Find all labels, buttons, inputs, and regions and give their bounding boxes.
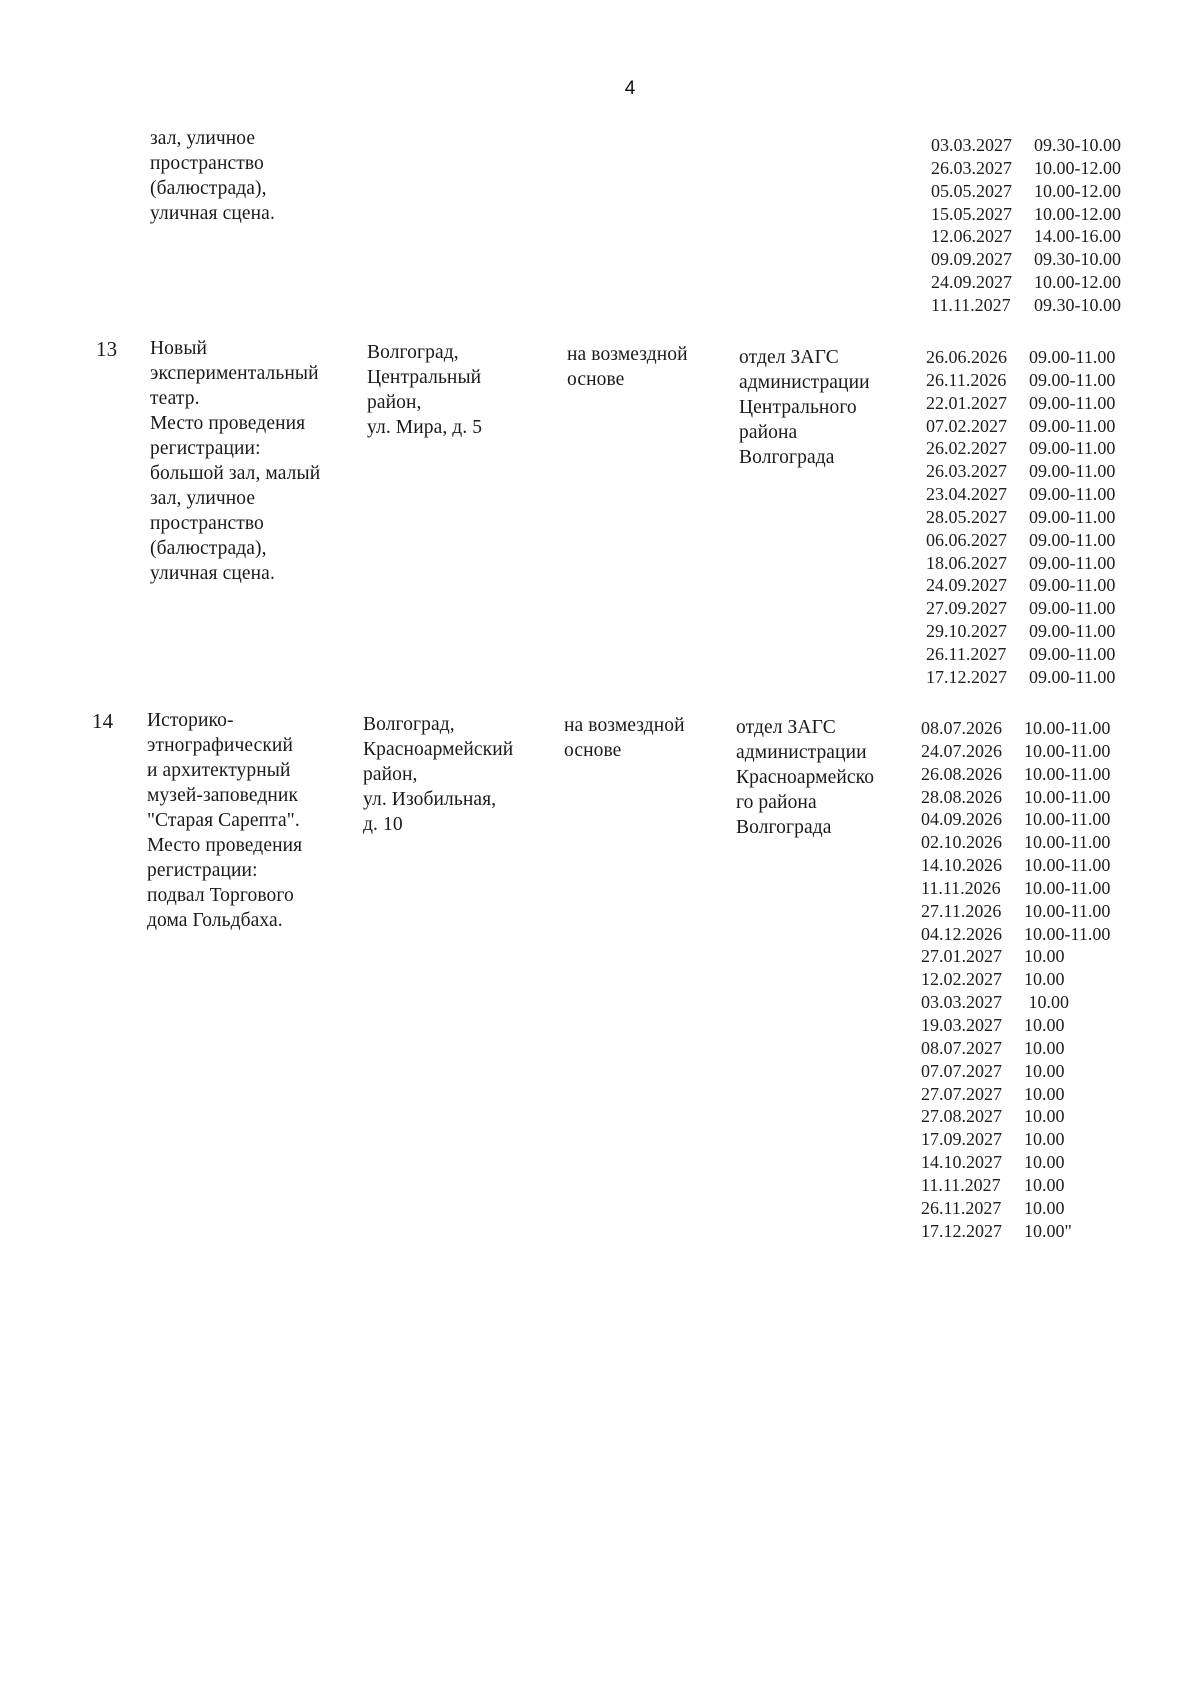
schedule-entry <box>921 1220 1110 1243</box>
schedule-time: 09.00-11.00 <box>1029 529 1116 550</box>
schedule-entry <box>921 717 1110 740</box>
schedule-time: 10.00 <box>1024 1129 1065 1150</box>
schedule-entry <box>921 1197 1110 1220</box>
schedule-date: 17.12.2027 <box>926 666 1007 687</box>
schedule-entry <box>926 620 1115 643</box>
schedule-date: 27.09.2027 <box>926 598 1007 619</box>
registry-office-cell: отдел ЗАГС администрации Красноармейско го района Волгограда <box>736 717 875 838</box>
schedule-date: 27.07.2027 <box>921 1083 1002 1104</box>
schedule-date: 17.12.2027 <box>921 1220 1002 1241</box>
schedule-date: 29.10.2027 <box>926 621 1007 642</box>
schedule-date: 24.09.2027 <box>931 272 1012 293</box>
schedule-entry <box>921 786 1110 809</box>
times-list <box>926 346 1115 689</box>
schedule-date: 14.10.2026 <box>921 855 1002 876</box>
schedule-date: 26.02.2027 <box>926 438 1007 459</box>
schedule-entry <box>931 157 1121 180</box>
schedule-entry <box>926 483 1115 506</box>
schedule-entry <box>921 1105 1110 1128</box>
schedule-date: 08.07.2026 <box>921 718 1002 738</box>
schedule-entry <box>926 597 1115 620</box>
schedule-time: 10.00-12.00 <box>1034 203 1121 224</box>
schedule-entry <box>921 1174 1110 1197</box>
schedule-date: 11.11.2027 <box>921 1174 1001 1195</box>
schedule-entry <box>921 923 1110 946</box>
schedule-date: 04.09.2026 <box>921 809 1002 830</box>
schedule-entry <box>921 854 1110 877</box>
schedule-date: 04.12.2026 <box>921 923 1002 944</box>
schedule-entry <box>921 1060 1110 1083</box>
schedule-time: 10.00-11.00 <box>1024 809 1111 830</box>
schedule-time: 10.00-11.00 <box>1024 786 1111 807</box>
schedule-date: 26.11.2027 <box>921 1197 1002 1218</box>
schedule-date: 09.09.2027 <box>931 249 1012 270</box>
schedule-time: 09.00-11.00 <box>1029 438 1116 459</box>
schedule-time: 10.00 <box>1024 1037 1065 1058</box>
schedule-entry <box>926 415 1115 438</box>
schedule-time: 10.00-12.00 <box>1034 180 1121 201</box>
schedule-time: 10.00-11.00 <box>1024 855 1111 876</box>
row-number: 14 <box>92 709 114 733</box>
schedule-time: 10.00-11.00 <box>1024 877 1111 898</box>
address-cell: Волгоград, Красноармейский район, ул. Изобильная, д. 10 <box>363 714 514 835</box>
schedule-time: 09.00-11.00 <box>1029 369 1116 390</box>
schedule-time: 10.00-11.00 <box>1024 923 1111 944</box>
schedule-entry <box>926 574 1115 597</box>
schedule-time: 09.00-11.00 <box>1029 552 1116 573</box>
schedule-entry <box>921 945 1110 968</box>
schedule-date: 07.02.2027 <box>926 415 1007 436</box>
schedule-entry <box>921 1014 1110 1037</box>
schedule-entry <box>931 271 1121 294</box>
schedule-date: 12.06.2027 <box>931 226 1012 247</box>
schedule-time: 10.00-12.00 <box>1034 157 1121 178</box>
schedule-entry <box>931 134 1121 157</box>
schedule-time: 10.00-11.00 <box>1024 900 1111 921</box>
schedule-entry <box>921 1151 1110 1174</box>
schedule-date: 28.08.2026 <box>921 786 1002 807</box>
schedule-date: 11.11.2026 <box>921 877 1001 898</box>
schedule-entry <box>926 643 1115 666</box>
schedule-entry <box>926 506 1115 529</box>
schedule-entry <box>921 900 1110 923</box>
schedule-time: 09.00-11.00 <box>1029 575 1116 596</box>
schedule-time: 09.30-10.00 <box>1034 249 1121 270</box>
schedule-date: 19.03.2027 <box>921 1014 1002 1035</box>
schedule-date: 02.10.2026 <box>921 832 1002 853</box>
schedule-entry <box>926 346 1115 369</box>
schedule-date: 26.03.2027 <box>926 461 1007 482</box>
schedule-date: 08.07.2027 <box>921 1037 1002 1058</box>
schedule-time: 10.00" <box>1024 1220 1072 1241</box>
schedule-time: 09.00-11.00 <box>1029 621 1116 642</box>
schedule-time: 10.00 <box>1024 1014 1065 1035</box>
schedule-entry <box>926 552 1115 575</box>
schedule-entry <box>931 225 1121 248</box>
schedule-date: 27.08.2027 <box>921 1106 1002 1127</box>
schedule-time: 09.00-11.00 <box>1029 392 1116 413</box>
schedule-date: 14.10.2027 <box>921 1152 1002 1173</box>
schedule-date: 27.11.2026 <box>921 900 1002 921</box>
schedule-time: 10.00-11.00 <box>1024 718 1111 738</box>
schedule-time: 10.00-12.00 <box>1034 272 1121 293</box>
schedule-entry <box>931 294 1121 317</box>
schedule-entry <box>926 460 1115 483</box>
schedule-entry <box>921 763 1110 786</box>
schedule-date: 26.03.2027 <box>931 157 1012 178</box>
schedule-entry <box>921 991 1110 1014</box>
schedule-entry <box>921 1128 1110 1151</box>
schedule-time: 14.00-16.00 <box>1034 226 1121 247</box>
schedule-time: 09.00-11.00 <box>1029 461 1116 482</box>
schedule-entry <box>926 437 1115 460</box>
schedule-time: 10.00 <box>1024 1197 1065 1218</box>
schedule-entry <box>926 529 1115 552</box>
schedule-date: 27.01.2027 <box>921 946 1002 967</box>
schedule-date: 26.11.2027 <box>926 643 1007 664</box>
schedule-entry <box>921 831 1110 854</box>
schedule-entry <box>926 369 1115 392</box>
venue-cell: Историко- этнографический и архитектурный музей-заповедник "Старая Сарепта". Место проведения регистрации: подвал Торгового дома Гольдбаха. <box>147 710 303 931</box>
schedule-entry <box>926 392 1115 415</box>
schedule-time: 10.00 <box>1024 992 1069 1013</box>
schedule-time: 09.00-11.00 <box>1029 484 1116 505</box>
schedule-entry <box>921 968 1110 991</box>
basis-cell: на возмездной основе <box>564 715 685 761</box>
schedule-date: 22.01.2027 <box>926 392 1007 413</box>
schedule-time: 10.00-11.00 <box>1024 832 1111 853</box>
schedule-date: 23.04.2027 <box>926 484 1007 505</box>
schedule-time: 10.00 <box>1024 1060 1065 1081</box>
schedule-date: 06.06.2027 <box>926 529 1007 550</box>
schedule-entry <box>931 180 1121 203</box>
schedule-date: 26.11.2026 <box>926 369 1007 390</box>
schedule-entry <box>926 666 1115 689</box>
venue-cell: Новый экспериментальный театр. Место проведения регистрации: большой зал, малый зал, уличное пространство (балюстрада), уличная сцена. <box>150 338 321 584</box>
schedule-time: 10.00-11.00 <box>1024 763 1111 784</box>
schedule-time: 09.00-11.00 <box>1029 506 1116 527</box>
schedule-entry <box>931 203 1121 226</box>
schedule-date: 03.03.2027 <box>931 135 1012 155</box>
schedule-time: 09.00-11.00 <box>1029 415 1116 436</box>
schedule-entry <box>921 1083 1110 1106</box>
schedule-time: 09.00-11.00 <box>1029 666 1116 687</box>
schedule-date: 05.05.2027 <box>931 180 1012 201</box>
continuation-venue-cell: зал, уличное пространство (балюстрада), уличная сцена. <box>150 128 275 224</box>
schedule-time: 09.30-10.00 <box>1034 135 1121 155</box>
registry-office-cell: отдел ЗАГС администрации Центрального района Волгограда <box>739 347 870 468</box>
schedule-time: 10.00 <box>1024 1083 1065 1104</box>
continuation-times-list <box>931 134 1121 317</box>
schedule-date: 18.06.2027 <box>926 552 1007 573</box>
schedule-entry <box>921 740 1110 763</box>
row-number: 13 <box>96 337 118 361</box>
basis-cell: на возмездной основе <box>567 344 688 390</box>
schedule-date: 24.07.2026 <box>921 740 1002 761</box>
schedule-date: 03.03.2027 <box>921 992 1002 1013</box>
schedule-date: 12.02.2027 <box>921 969 1002 990</box>
schedule-entry <box>931 248 1121 271</box>
schedule-date: 07.07.2027 <box>921 1060 1002 1081</box>
schedule-time: 10.00 <box>1024 969 1065 990</box>
times-list <box>921 717 1110 1242</box>
schedule-time: 10.00 <box>1024 1174 1065 1195</box>
schedule-entry <box>921 1037 1110 1060</box>
schedule-time: 09.00-11.00 <box>1029 598 1116 619</box>
page-number: 4 <box>624 78 636 99</box>
address-cell: Волгоград, Центральный район, ул. Мира, д. 5 <box>367 342 483 438</box>
schedule-date: 15.05.2027 <box>931 203 1012 224</box>
schedule-time: 10.00-11.00 <box>1024 740 1111 761</box>
schedule-time: 09.00-11.00 <box>1029 347 1116 367</box>
schedule-entry <box>921 808 1110 831</box>
schedule-date: 26.08.2026 <box>921 763 1002 784</box>
schedule-date: 26.06.2026 <box>926 347 1007 367</box>
schedule-time: 10.00 <box>1024 1106 1065 1127</box>
schedule-time: 10.00 <box>1024 946 1065 967</box>
schedule-date: 24.09.2027 <box>926 575 1007 596</box>
schedule-entry <box>921 877 1110 900</box>
schedule-date: 28.05.2027 <box>926 506 1007 527</box>
schedule-date: 11.11.2027 <box>931 294 1011 315</box>
schedule-time: 09.00-11.00 <box>1029 643 1116 664</box>
schedule-time: 10.00 <box>1024 1152 1065 1173</box>
schedule-time: 09.30-10.00 <box>1034 294 1121 315</box>
schedule-date: 17.09.2027 <box>921 1129 1002 1150</box>
